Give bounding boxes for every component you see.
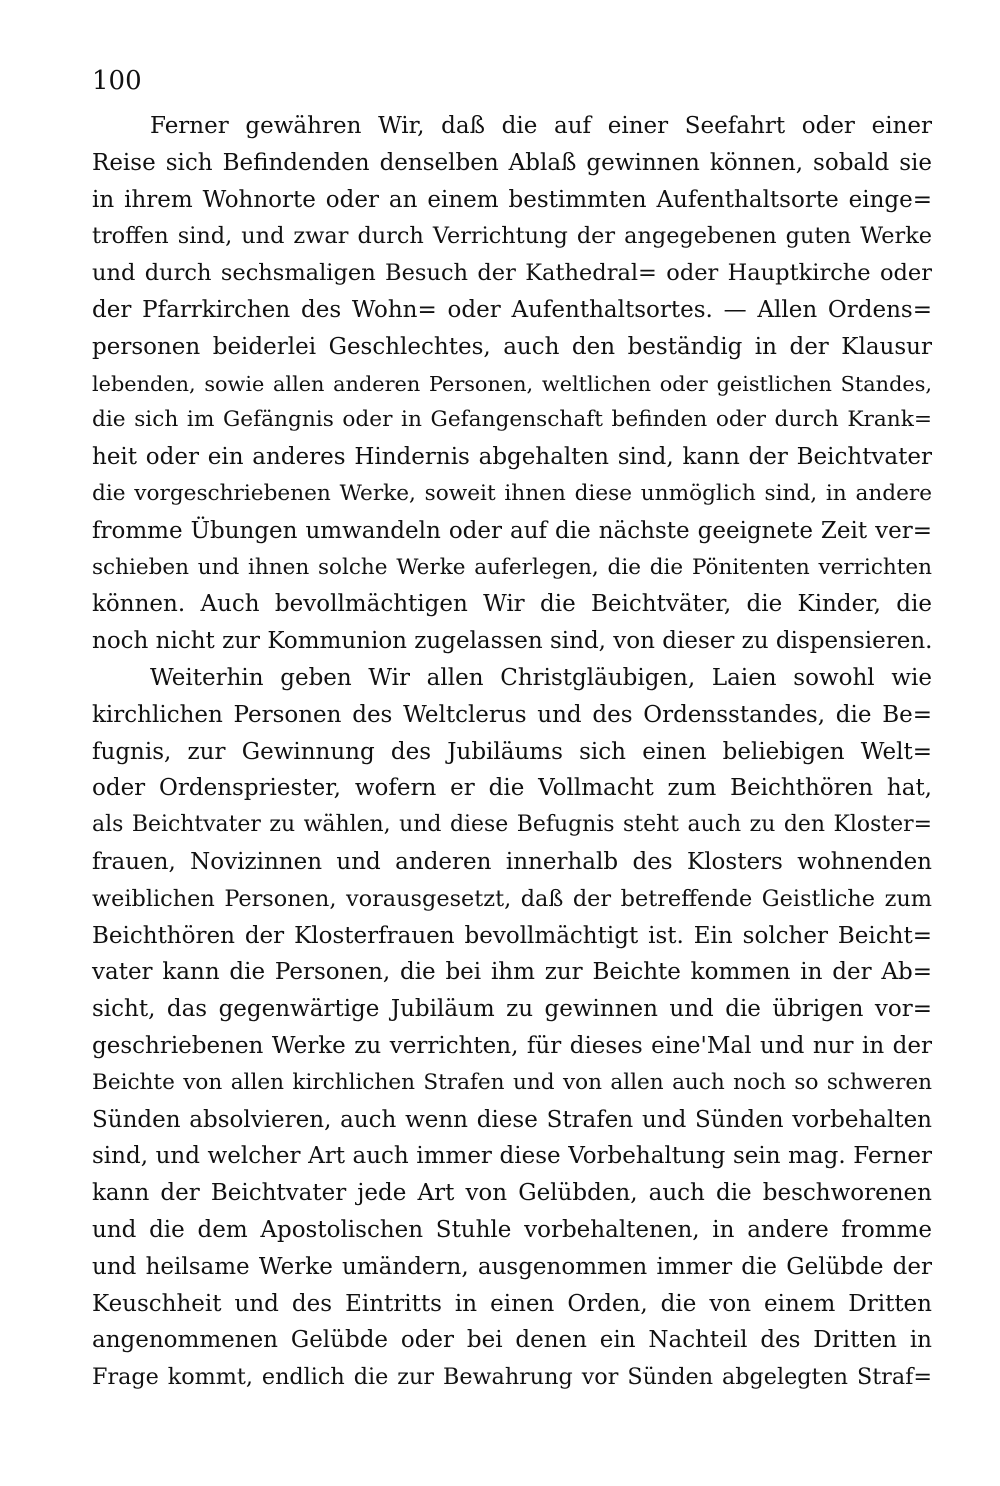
text-line: noch nicht zur Kommunion zugelassen sind, von dieser zu dispensieren. [92, 628, 933, 655]
text-line: Beichthören der Klosterfrauen bevollmächtigt ist. Ein solcher Beicht= [92, 922, 932, 949]
text-line: Sünden absolvieren, auch wenn diese Strafen und Sünden vorbehalten [92, 1106, 932, 1133]
text-line: schieben und ihnen solche Werke auferlegen, die die Pönitenten verrichten [92, 554, 932, 580]
text-line: und die dem Apostolischen Stuhle vorbehaltenen, in andere fromme [92, 1216, 932, 1243]
text-line: kann der Beichtvater jede Art von Gelübden, auch die beschworenen [92, 1180, 932, 1207]
text-line: in ihrem Wohnorte oder an einem bestimmten Aufenthaltsorte einge= [92, 186, 932, 213]
text-line: und heilsame Werke umändern, ausgenommen immer die Gelübde der [92, 1253, 932, 1280]
text-line: angenommenen Gelübde oder bei denen ein Nachteil des Dritten in [92, 1327, 932, 1354]
text-line: vater kann die Personen, die bei ihm zur Beichte kommen in der Ab= [92, 959, 932, 986]
text-line: troffen sind, und zwar durch Verrichtung der angegebenen guten Werke [92, 223, 932, 250]
text-line: geschriebenen Werke zu verrichten, für dieses eine'Mal und nur in der [92, 1032, 932, 1059]
text-line: können. Auch bevollmächtigen Wir die Beichtväter, die Kinder, die [92, 591, 932, 618]
text-line: sicht, das gegenwärtige Jubiläum zu gewinnen und die übrigen vor= [92, 996, 932, 1023]
text-line: kirchlichen Personen des Weltclerus und des Ordensstandes, die Be= [92, 701, 932, 728]
text-line: frauen, Novizinnen und anderen innerhalb des Klosters wohnenden [92, 848, 932, 875]
text-line: und durch sechsmaligen Besuch der Kathedral= oder Hauptkirche oder [92, 260, 932, 287]
text-line: der Pfarrkirchen des Wohn= oder Aufenthaltsortes. — Allen Ordens= [92, 296, 932, 323]
text-line: Keuschheit und des Eintritts in einen Orden, die von einem Dritten [92, 1290, 932, 1317]
text-line: lebenden, sowie allen anderen Personen, weltlichen oder geistlichen Standes, [92, 371, 932, 396]
text-line: als Beichtvater zu wählen, und diese Befugnis steht auch zu den Kloster= [92, 812, 932, 838]
text-line: Ferner gewähren Wir, daß die auf einer Seefahrt oder einer [150, 113, 932, 139]
text-line: fromme Übungen umwandeln oder auf die nächste geeignete Zeit ver= [92, 517, 932, 544]
body-text [92, 108, 932, 1396]
text-line: sind, und welcher Art auch immer diese Vorbehaltung sein mag. Ferner [92, 1143, 932, 1170]
text-line: Frage kommt, endlich die zur Bewahrung vor Sünden abgelegten Straf= [92, 1364, 932, 1391]
text-line: die sich im Gefängnis oder in Gefangenschaft befinden oder durch Krank= [92, 407, 932, 433]
page-number: 100 [92, 66, 142, 96]
text-line: Reise sich Befindenden denselben Ablaß gewinnen können, sobald sie [92, 149, 932, 176]
text-line: personen beiderlei Geschlechtes, auch den beständig in der Klausur [92, 333, 932, 360]
text-line: oder Ordenspriester, wofern er die Vollmacht zum Beichthören hat, [92, 775, 932, 802]
text-line: weiblichen Personen, vorausgesetzt, daß der betreffende Geistliche zum [92, 885, 932, 912]
text-line: Weiterhin geben Wir allen Christgläubigen, Laien sowohl wie [150, 664, 932, 691]
text-line: heit oder ein anderes Hindernis abgehalten sind, kann der Beichtvater [92, 444, 932, 471]
text-line: fugnis, zur Gewinnung des Jubiläums sich einen beliebigen Welt= [92, 738, 932, 765]
text-line: Beichte von allen kirchlichen Strafen und von allen auch noch so schweren [92, 1069, 932, 1095]
text-line: die vorgeschriebenen Werke, soweit ihnen diese unmöglich sind, in andere [92, 480, 932, 506]
